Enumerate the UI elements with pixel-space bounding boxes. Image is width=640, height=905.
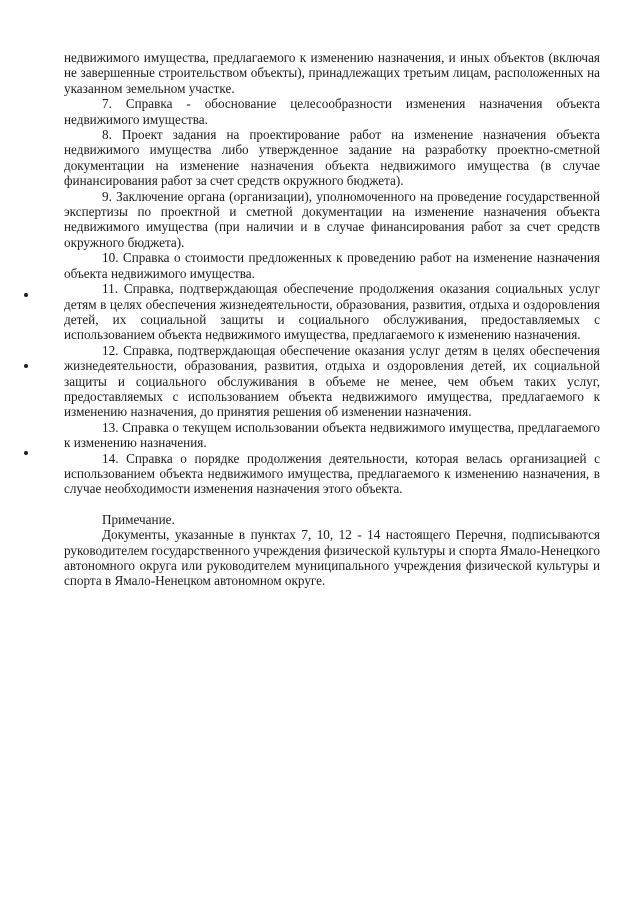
- paragraph-11: 11. Справка, подтверждающая обеспечение продолжения оказания социальных услуг детям в целях обеспечения жизнедеятельности, образования, развития, отдыха и оздоровления детей, их социальной защиты и социального обслуживания, предоставляемых с использованием объекта недвижимого имущества, предлагаемого к изменению назначения.: [64, 281, 600, 343]
- note-text: Документы, указанные в пунктах 7, 10, 12 - 14 настоящего Перечня, подписываются руководителем государственного учреждения физической культуры и спорта Ямало-Ненецкого автономного округа или руководителем муниципального учреждения физической культуры и спорта в Ямало-Ненецком автономном округе.: [64, 527, 600, 589]
- paragraph-12: 12. Справка, подтверждающая обеспечение оказания услуг детям в целях обеспечения жизнедеятельности, образования, развития, отдыха и оздоровления детей, их социальной защиты и социального обслуживания в объеме не менее, чем объем таких услуг, предоставляемых с использованием объекта недвижимого имущества, предлагаемого к изменению назначения, до принятия решения об изменении назначения.: [64, 342, 600, 420]
- paragraph-7: 7. Справка - обоснование целесообразности изменения назначения объекта недвижимого имущества.: [64, 96, 600, 127]
- note-title: Примечание.: [102, 511, 175, 527]
- document-page: [64, 50, 600, 589]
- binder-hole-mark-1: [24, 293, 28, 297]
- paragraph-6-continuation: недвижимого имущества, предлагаемого к изменению назначения, и иных объектов (включая не завершенные строительством объекты), принадлежащих третьим лицам, расположенных на указанном земельном участке.: [64, 50, 600, 96]
- paragraph-13: 13. Справка о текущем использовании объекта недвижимого имущества, предлагаемого к изменению назначения.: [64, 419, 600, 451]
- binder-hole-mark-3: [24, 451, 28, 455]
- paragraph-8: 8. Проект задания на проектирование работ на изменение назначения объекта недвижимого имущества либо утвержденное задание на разработку проектно-сметной документации на изменение назначения объекта недвижимого имущества (в случае финансирования работ за счет средств окружного бюджета).: [64, 127, 600, 189]
- section-spacer: [64, 497, 600, 512]
- paragraph-9: 9. Заключение органа (организации), уполномоченного на проведение государственной экспертизы по проектной и сметной документации на изменение назначения объекта недвижимого имущества (при наличии и в случае финансирования работ за счет средств окружного бюджета).: [64, 188, 600, 250]
- paragraph-14: 14. Справка о порядке продолжения деятельности, которая велась организацией с использованием объекта недвижимого имущества, предлагаемого к изменению назначения, в случае необходимости изменения назначения этого объекта.: [64, 450, 600, 497]
- binder-hole-mark-2: [24, 364, 28, 368]
- paragraph-10: 10. Справка о стоимости предложенных к проведению работ на изменение назначения объекта недвижимого имущества.: [64, 250, 600, 281]
